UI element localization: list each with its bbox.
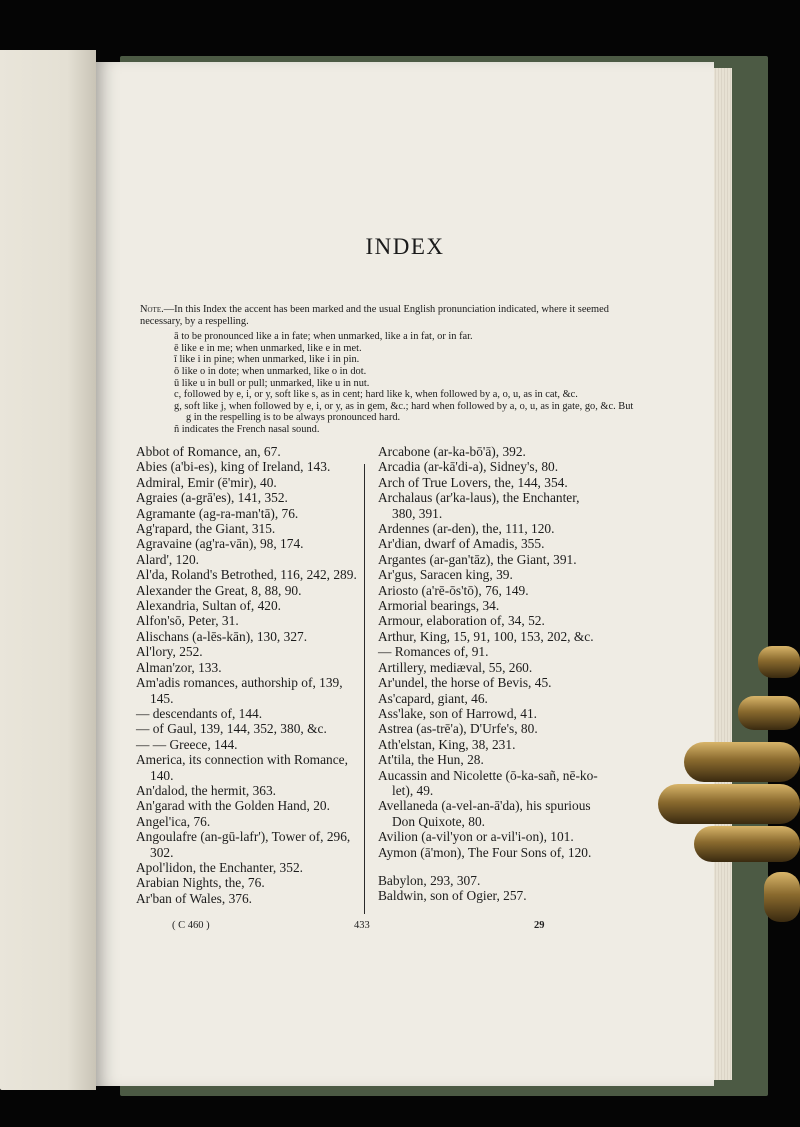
index-entry: Arcabone (ar-ka-bō'ā), 392.: [378, 444, 526, 459]
index-entry: Ath'elstan, King, 38, 231.: [378, 736, 516, 752]
note-item: c, followed by e, i, or y, soft like s, as in cent; hard like k, when followed by a, o, u, as in cat, &c.: [174, 389, 578, 401]
left-page: [0, 50, 96, 1090]
printer-signature: ( C 460 ): [172, 920, 210, 931]
index-entry: At'tila, the Hun, 28.: [378, 752, 484, 768]
index-entry: Astrea (as-trē'a), D'Urfe's, 80.: [378, 721, 538, 737]
index-entry: Alischans (a-lēs-kān), 130, 327.: [136, 628, 308, 644]
index-entry: Ar'undel, the horse of Bevis, 45.: [378, 675, 552, 691]
index-entry: An'garad with the Golden Hand, 20.: [136, 798, 330, 814]
index-entry: Baldwin, son of Ogier, 257.: [378, 888, 527, 904]
sheet-signature: 29: [534, 920, 545, 931]
index-entry: Arabian Nights, the, 76.: [136, 875, 265, 891]
index-entry: Artillery, mediæval, 55, 260.: [378, 659, 533, 675]
index-entry: Ass'lake, son of Harrowd, 41.: [378, 705, 537, 721]
index-entry: — Romances of, 91.: [378, 644, 489, 660]
note-item: ñ indicates the French nasal sound.: [174, 423, 320, 435]
index-entry: — of Gaul, 139, 144, 352, 380, &c.: [136, 721, 327, 737]
index-column-left: [136, 444, 358, 906]
note-item: ē like e in me; when unmarked, like e in met.: [174, 342, 362, 354]
index-entry: Ardennes (ar-den), the, 111, 120.: [378, 521, 555, 537]
index-entry: Ariosto (a'rē-ōs'tō), 76, 149.: [378, 582, 529, 598]
index-entry: Alman'zor, 133.: [136, 659, 222, 675]
index-entry: Aymon (ā'mon), The Four Sons of, 120.: [378, 844, 592, 860]
index-entry: Am'adis romances, authorship of, 139, 145.: [136, 675, 343, 706]
index-entry: Agramante (ag-ra-man'tā), 76.: [136, 505, 299, 521]
index-entry: Al'lory, 252.: [136, 644, 203, 660]
index-entry: Arcadia (ar-kā'di-a), Sidney's, 80.: [378, 459, 559, 475]
index-entry: Aucassin and Nicolette (ō-ka-sañ, nē-ko-let), 49.: [378, 767, 598, 798]
index-entry: Arch of True Lovers, the, 144, 354.: [378, 474, 568, 490]
index-entry: America, its connection with Romance, 140.: [136, 752, 348, 783]
note-item: ī like i in pine; when unmarked, like i in pin.: [174, 354, 360, 366]
note-item: ū like u in bull or pull; unmarked, like u in nut.: [174, 377, 370, 389]
index-entry: Angoulafre (an-gū-lafr'), Tower of, 296, 302.: [136, 829, 351, 860]
note-item: g, soft like j, when followed by e, i, or y, as in gem, &c.; hard when followed by a, o, u, as in gate, go, &c. But g in the respelling is to be always pronounced hard.: [174, 400, 634, 424]
index-entry: Admiral, Emir (ē'mir), 40.: [136, 474, 277, 490]
index-entry: An'dalod, the hermit, 363.: [136, 782, 277, 798]
index-entry: As'capard, giant, 46.: [378, 690, 488, 706]
index-entry: Avellaneda (a-vel-an-ā'da), his spurious Don Quixote, 80.: [378, 798, 591, 829]
brass-clasp: [654, 646, 800, 926]
section-gap: [378, 860, 600, 873]
note-lead-text: —In this Index the accent has been marked and the usual English pronunciation indicated, where it seemed necessary, by a respelling.: [140, 304, 609, 327]
page-title: INDEX: [365, 234, 445, 259]
index-entry: Agraies (a-grā'es), 141, 352.: [136, 490, 288, 506]
note-label: Note.: [140, 304, 164, 315]
index-entry: Angel'ica, 76.: [136, 813, 211, 829]
index-entry: Avilion (a-vil'yon or a-vil'i-on), 101.: [378, 829, 574, 845]
note-item: ō like o in dote; when unmarked, like o in dot.: [174, 365, 367, 377]
index-entry: Armour, elaboration of, 34, 52.: [378, 613, 545, 629]
index-entry: Ar'gus, Saracen king, 39.: [378, 567, 513, 583]
index-entry: Alfon'sō, Peter, 31.: [136, 613, 239, 629]
index-entry: Archalaus (ar'ka-laus), the Enchanter, 380, 391.: [378, 490, 580, 521]
note-lead: [140, 304, 640, 327]
index-entry: Argantes (ar-gan'tāz), the Giant, 391.: [378, 551, 577, 567]
index-entry: Abies (a'bi-es), king of Ireland, 143.: [136, 459, 331, 475]
index-entry: — descendants of, 144.: [136, 705, 263, 721]
index-entry: Alard', 120.: [136, 551, 200, 567]
index-entry: Babylon, 293, 307.: [378, 872, 481, 888]
index-entry: Ag'rapard, the Giant, 315.: [136, 521, 276, 537]
page-number: 433: [354, 920, 370, 931]
index-entry: — — Greece, 144.: [136, 736, 238, 752]
index-entry: Armorial bearings, 34.: [378, 598, 500, 614]
index-entry: Abbot of Romance, an, 67.: [136, 444, 281, 459]
index-entry: Alexandria, Sultan of, 420.: [136, 598, 282, 614]
column-divider: [364, 464, 365, 914]
index-page: [96, 62, 714, 1086]
index-entry: Alexander the Great, 8, 88, 90.: [136, 582, 302, 598]
index-entry: Agravaine (ag'ra-vān), 98, 174.: [136, 536, 304, 552]
pronunciation-note: [140, 304, 640, 436]
index-column-right: [378, 444, 600, 904]
index-entry: Ar'ban of Wales, 376.: [136, 890, 252, 906]
note-item: ā to be pronounced like a in fate; when unmarked, like a in fat, or in far.: [174, 331, 473, 343]
index-entry: Ar'dian, dwarf of Amadis, 355.: [378, 536, 545, 552]
index-entry: Apol'lidon, the Enchanter, 352.: [136, 859, 303, 875]
index-entry: Arthur, King, 15, 91, 100, 153, 202, &c.: [378, 628, 594, 644]
index-entry: Al'da, Roland's Betrothed, 116, 242, 289.: [136, 567, 357, 583]
